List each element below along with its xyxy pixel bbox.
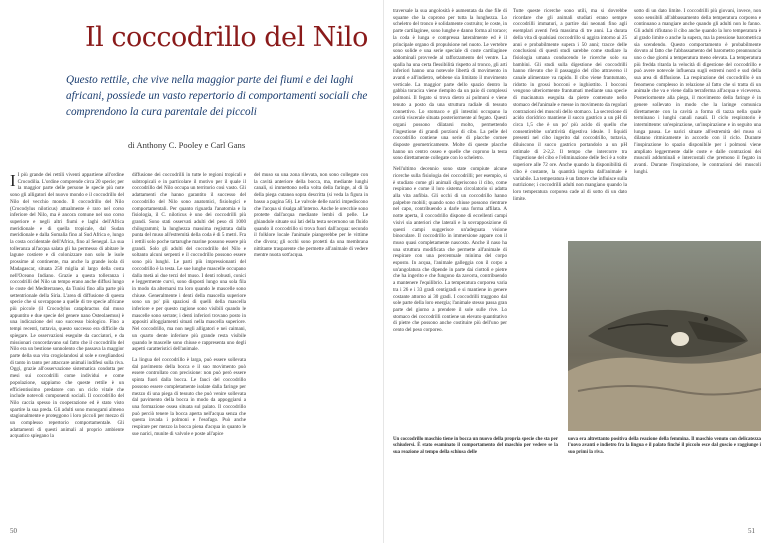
article-authors: di Anthony C. Pooley e Carl Gans — [128, 140, 246, 150]
left-column-2 — [132, 172, 246, 528]
right-col2-text: Tutte queste ricerche sono utili, ma si dovrebbe ricordare che gli animali studiati erano sempre coccodrilli immaturi, a partire dai neonati fino agli esemplari aventi l'età massima di tre anni. La durata della vita di qualsiasi coccodrillo si aggira intorno ai 25 anni e probabilmente supera i 50 anni; tracce delle conclusioni di questi studi sarebbe come studiare la fisiologia umana conducendo le ricerche solo su bambini. Gli studi sulla digestione dei coccodrilli hanno rilevato che il passaggio del cibo attraverso il canale alimentare va rapido. Il cibo viene frantumato, ridotto in grossi bocconi e inghiottito. I bocconi vengono ulteriormente frantumati mediante una specie di macinatura eseguita da pietre contenute nello stomaco dell'animale e messe in movimento da regolari contrazioni dei muscoli dello stomaco. La secrezione di acido cloridrico mantiene il succo gastrico a un pH di circa 1,5 che è un po' più acido di quello che consentirebbe un'attività digestiva ideale. I liquidi presenti nel cibo ingerito dal coccodrillo, tuttavia, diluiscono il succo gastrico portandolo a un pH ottimale di 2-2,2. Il tempo che intercorre tra l'ingestione del cibo e l'eliminazione delle feci è a volte superiore alle 72 ore. Anche quando la disponibilità di cibo è costante, la quantità ingerita dall'animale è variabile. La temperatura è un fattore che influisce sulla nutrizione; i coccodrilli adulti non mangiano quando la loro temperatura corporea cade al di sotto di un dato limite. — [513, 8, 627, 202]
right-column-2 — [513, 8, 627, 242]
right-col1-text-b: Nell'ultimo decennio sono state compiute alcune ricerche sulla fisiologia dei coccodrilli; per esempio, si è studiato come gli animali digeriscono il cibo, come respirano e come il loro sistema circolatorio si adatta alla vita anfibia. Gli occhi di un coccodrillo hanno palpebre mobili; quando sono chiuse possono rientrare nel capo, contribuendo a darle una forma affilata. A notte aperta, il coccodrillo dispone di eccellenti campi visivi sia anteriori che laterali e la sovrapposizione di questi campi suggerisce un'adeguata visione binoculare. Il coccodrillo in immersione appare con il muso quasi completamente nascosto. Anche il naso ha una struttura modificata che permette all'animale di respirare con una percentuale minima del corpo esposto. In acqua, l'animale galleggia con il corpo a un'angolatura che dipende in parte dai ciottoli e pietre che ha ingerito e che fungono da zavorra, contribuendo a mantenere l'equilibrio. La temperatura corporea varia tra i 26 e i 33 gradi centigradi e si mantiene in genere costante attorno ai 30 gradi. I coccodrilli traggono dal sole parte della loro energia; l'animale stesso passa gran parte del giorno a prendere il sole sulle rive. Lo stomaco dei coccodrilli contiene un elevato quantitativo di pietre che possono anche costituire più dell'uno per cento del peso corporeo. — [393, 166, 507, 334]
left-column-3 — [254, 172, 368, 528]
crocodile-illustration — [568, 241, 761, 431]
crocodile-photo — [568, 241, 761, 431]
right-column-1 — [393, 8, 507, 435]
dropcap-i: I — [10, 172, 16, 190]
left-col2-text-b: La lingua del coccodrillo è larga, può essere sollevata dal pavimento della bocca e il suo movimento può essere controllato con precisione: non può però essere spinta fuori dalla bocca. Le fauci del coccodrillo possono essere completamente isolate dalla faringe per mezzo di una piega di tessuto che può venire sollevata dal pavimento della bocca in modo da appoggiarsi a una formazione ossea situata sul palato. Il coccodrillo può perciò tenere la bocca aperta nell'acqua senza che questa invada i polmoni e l'esofago. Può anche respirare per mezzo la bocca piena d'acqua in quanto le sue narici, munite di valvole e poste all'apice — [132, 356, 246, 437]
left-column-1 — [10, 172, 124, 528]
article-subtitle: Questo rettile, che vive nella maggior parte dei fiumi e dei laghi africani, possiede un vasto repertorio di comportamenti sociali che comprendono la cura parentale dei piccoli — [66, 74, 368, 118]
photo-caption-right: uova era altrettanto positiva della reazione della femmina. Il maschio venuto con delicatezza l'uovo avanti e indietro fra la lingua e il palato finché il piccolo esce dal guscio e raggiunge i suo primi la riva. — [568, 437, 761, 455]
page-number-right: 51 — [748, 527, 755, 535]
left-col1-text: I più grande dei rettili viventi appartiene all'ordine Crocodilia. L'ordine comprende circa 20 specie; per la maggior parte delle persone le specie più note sono gli alligatori del nuovo mondo e il coccodrillo del Nilo del vecchio mondo. Il coccodrillo del Nilo (Crocodylus niloticus) attualmente è raro nel corso inferiore del Nilo, ma è ancora comune nel suo corso superiore e negli altri fiumi e laghi dell'Africa meridionale e di quella tropicale, dal Sudan meridionale e dalla Somalia fino al Sud Africa e, lungo la costa occidentale dell'Africa, fino al Senegal. La sua tolleranza all'acqua salata gli ha permesso di abitare le lagune costiere e di colonizzare non solo le isole prossime al continente, ma anche la grande isola di Madagascar, situata 250 miglia al largo della costa nell'Oceano Indiano. Grazie a questa tolleranza i coccodrilli del Nilo un tempo erano anche diffusi lungo le coste del Mediterraneo, da Tunisi fino alla parte più settentrionale della Siria. L'area di diffusione di questa specie che si sovrappone a quelle di tre specie africane più piccole (il Crocodylus cataphractus dal muso appuntito e due specie del genere nano Osteolaemus) è una indicazione del suo successo biologico. Fino a tempi recenti, tuttavia, questo successo era difficile da spiegare. Le osservazioni eseguite da cacciatori, e da missionari concordavano sul fatto che il coccodrillo del Nilo era un bestione sonnolento che passava la maggior parte della sua vita crogiolandosi al sole e svegliandosi di tanto in tanto per attaccare animali indifesi sulla riva. Oggi, grazie all'osservazione sistematica condotta per mesi sui coccodrilli come individui e come popolazione, sappiamo che queste rettile è un efficientissimo predatore con un ciclo vitale che include notevoli componenti sociali. Il coccodrillo del Nilo caccia spesso in cooperazione ed è stato visto spartire la sua preda. Gli adulti sono monogami almeno stagionalmente e proteggono i loro piccoli per mezzo di un complesso repertorio comportamentale. Gli adattamenti di questi animali al proprio ambiente acquatico spiegano la — [10, 172, 124, 440]
right-col3-text: sotto di un dato limite. I coccodrilli più giovani, invece, non sono sensibili all'abbassamento della temperatura corporea e continuano a mangiare anche quando gli adulti non lo fanno. Gli adulti rifiutano il cibo anche quando la loro temperatura è al grado limite o anche la supera, ma la pressione barometrica sia scendendo. Questo comportamento è probabilmente dovuto al fatto che l'abbassamento del barometro preannuncia uno o due giorni a temperatura meno elevata. La temperatura più fredda ritarda la velocità di digestione del coccodrillo e può avere notevole influenza sugli estremi nord e sud della sua area di diffusione. La respirazione del coccodrillo è un fenomeno complesso in relazione al fatto che si tratta di un animale che va e viene dalla terraferma all'acqua e viceversa. Posteriormente alla piega, il movimento della faringe è in genere sollevato in modo che la laringe comunica direttamente con la cavità a forma di tazza nella quale terminano i lunghi canali nasali. Il ciclo respiratorio è intermittente: un'espirazione, un'inspirazione e in seguito una lunga pausa. Le narici situate all'estremità del muso si dilatano ritmicamente in accordo con il ciclo. Durante l'inspirazione lo spazio disponibile per i polmoni viene ampliato leggermente dalle coste e dalle contrazioni dei muscoli addominali e intercostali che premono il fegato in avanti. Durante l'inspirazione, le contrazioni dei muscoli lunghi. — [634, 8, 761, 175]
article-title: Il coccodrillo del Nilo — [85, 22, 368, 53]
page-number-left: 50 — [10, 527, 17, 535]
left-col3-text: del muso su una zona rilevata, non sono collegate con la cavità anteriore della bocca, ma, mediante lunghi canali, si immettono nella volta della faringe, al di là della piega cutanea sopra descritta (si veda la figura in basso a pagina 56). Le valvole delle narici impediscono che l'acqua si risalga all'interno. Anche le orecchie sono protette dall'acqua mediante lembi di pelle. Le ghiandole situate sui lati della testa secernono un fluido quando il coccodrillo si trova fuori dall'acqua: secondo il folklore locale l'animale piangerebbe per le vittime che divora; gli occhi sono protetti da una membrana nittitante trasparente che permette all'animale di vedere mentre nuota sott'acqua. — [254, 172, 368, 259]
right-column-3 — [634, 8, 761, 242]
right-col1-text: traversale la sua angolosità è aumentata da due file di squame che la coprono per tutta la lunghezza. Lo scheletro del tronco è solidamente costruito; le coste, in parte cartilaginee, sono lunghe e danno forma al torace; la coda è lunga e compressa lateralmente ed è il principale organo di propulsione nel nuoto. Le vertebre sono solide e una serie speciale di coste cartilaginee addominali provvede al rafforzamento del ventre. La spalla ha una certa flessibilità rispetto al tronco, gli arti inferiori hanno una notevole libertà di movimento in avanti e all'indietro, sebbene sia limitato il movimento verticale. La maggior parte dello spazio dentro la gabbia toracica viene riempito da un paio di complessi polmoni. Il fegato si trova dietro ai polmoni e viene tenuto a posto da una struttura radiale di tessuto connettivo. Lo stomaco e gli intestini occupano la cavità viscerale situata posteriormente al fegato. Questi organi possono dilatarsi molto, permettendo l'ingestione di grandi porzioni di cibo. La pelle del coccodrillo contiene una serie di placche cornee disposte geometricamente. Molte di queste placche hanno un centro osseo e quelle che coprono la testa sono direttamente collegate con lo scheletro. — [393, 8, 507, 162]
left-col2-text-a: diffusione dei coccodrilli in tutte le regioni tropicali e subtropicali e in particolare il motivo per il quale il coccodrillo del Nilo occupa un territorio così vasto. Gli adattamenti che hanno garantito il successo del coccodrillo del Nilo sono anatomici, fisiologici e comportamentali. Per quanto riguarda l'anatomia e la fisiologia, il C. niloticus è uno dei coccodrilli più grandi. Sono stati osservati adulti del peso di 1000 chilogrammi; la lunghezza massima registrata dalla punta del muso all'estremità della coda è di 5 metri. Fra i rettili solo poche tartarughe marine possono essere più grandi. Solo gli adulti del coccodrillo del Nilo e soltanto alcuni serpenti e il coccodrillo possono essere sono più lunghi. Le parti più impressionanti del coccodrillo è la testa. Le sue lunghe mascelle occupano dalla metà ai due terzi del muso. I denti robusti, conici e leggermente curvi, sono disposti lungo una sola fila in modo da alternarsi tra loro quando le mascelle sono chiuse. Generalmente i denti della mascella superiore sono un po' più spaziosi di quelli della mascella inferiore e per questo ragione sono visibili quando le mascelle sono serrate; i denti inferiori trovano posto in appositi alloggiamenti situati nella mascella superiore. Nel coccodrillo, ma non negli alligatori e nei caimani, un quarto dente inferiore più grande resta visibile quando le mascelle sono chiuse e rappresenta uno degli aspetti caratteristici dell'animale. — [132, 172, 246, 353]
photo-caption-left: Un coccodrillo maschio tiene in bocca un nuovo della propria specie che sta per schiudersi. È stato esaminato il comportamento del maschio per vedere se la sua reazione al tempo della schiusa delle — [393, 437, 558, 455]
